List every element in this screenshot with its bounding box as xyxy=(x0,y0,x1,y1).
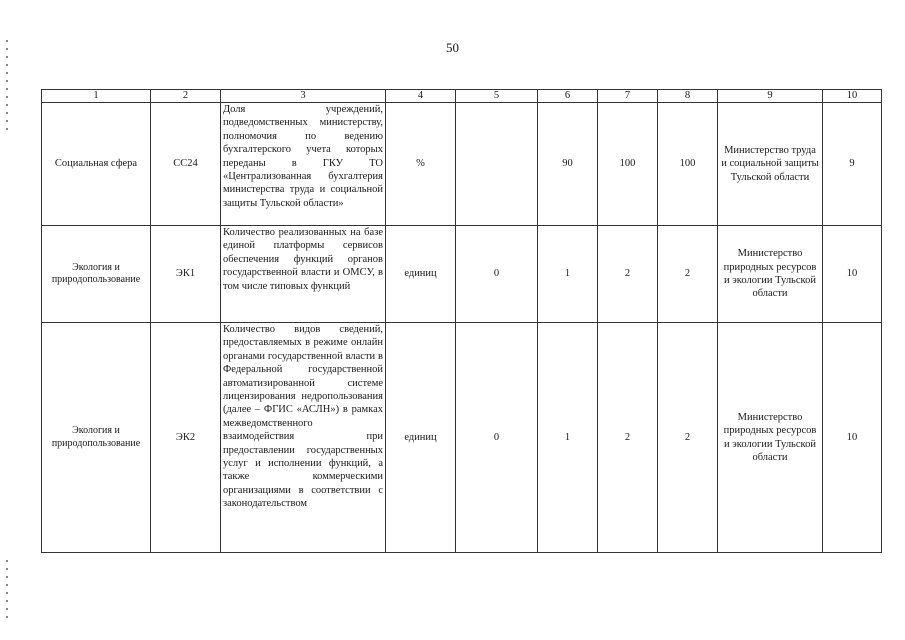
value-cell: 2 xyxy=(658,226,718,323)
table-header-row xyxy=(42,90,882,103)
sphere-cell: Экология и природопользование xyxy=(42,226,151,323)
code-cell: ЭК1 xyxy=(151,226,221,323)
responsible-cell: Министерство природных ресурсов и экологии Тульской области xyxy=(718,226,823,323)
sphere-cell: Социальная сфера xyxy=(42,103,151,226)
column-header: 8 xyxy=(658,90,718,103)
value-cell: 0 xyxy=(456,323,538,553)
column-header: 4 xyxy=(386,90,456,103)
column-header: 9 xyxy=(718,90,823,103)
code-cell: СС24 xyxy=(151,103,221,226)
unit-cell: % xyxy=(386,103,456,226)
column-header: 7 xyxy=(598,90,658,103)
table-row xyxy=(42,103,882,226)
value-cell: 90 xyxy=(538,103,598,226)
value-cell: 100 xyxy=(598,103,658,226)
code-cell: ЭК2 xyxy=(151,323,221,553)
value-cell: 2 xyxy=(658,323,718,553)
unit-cell: единиц xyxy=(386,323,456,553)
responsible-cell: Министерство природных ресурсов и экологии Тульской области xyxy=(718,323,823,553)
responsible-cell: Министерство труда и социальной защиты Тульской области xyxy=(718,103,823,226)
column-header: 1 xyxy=(42,90,151,103)
column-header: 10 xyxy=(823,90,882,103)
column-header: 5 xyxy=(456,90,538,103)
page-number: 50 xyxy=(446,40,459,55)
value-cell: 2 xyxy=(598,226,658,323)
value-cell: 10 xyxy=(823,323,882,553)
table-row xyxy=(42,323,882,553)
indicator-cell: Количество видов сведений, предоставляемых в режиме онлайн органами государственной власти в Федеральной государственной автоматизированной системе лицензирования недропользования (далее – ФГИС «АСЛН») в рамках межведомственного взаимодействия при предоставлении государственных услуг и исполнении функций, а также коммерческими организациями в соответствии с законодательством xyxy=(221,323,386,553)
scan-margin-mark xyxy=(6,560,8,620)
value-cell: 9 xyxy=(823,103,882,226)
value-cell: 100 xyxy=(658,103,718,226)
table-row xyxy=(42,226,882,323)
column-header: 2 xyxy=(151,90,221,103)
value-cell: 0 xyxy=(456,226,538,323)
indicators-table xyxy=(41,89,882,553)
unit-cell: единиц xyxy=(386,226,456,323)
value-cell: 1 xyxy=(538,226,598,323)
value-cell: 10 xyxy=(823,226,882,323)
value-cell: 1 xyxy=(538,323,598,553)
indicator-cell: Количество реализованных на базе единой платформы сервисов обеспечения функций органов государственной власти и ОМСУ, в том числе типовых функций xyxy=(221,226,386,323)
indicator-cell: Доля учреждений, подведомственных министерству, полномочия по ведению бухгалтерского учета которых переданы в ГКУ ТО «Централизованная бухгалтерия министерства труда и социальной защиты Тульской области» xyxy=(221,103,386,226)
column-header: 3 xyxy=(221,90,386,103)
value-cell xyxy=(456,103,538,226)
column-header: 6 xyxy=(538,90,598,103)
sphere-cell: Экология и природопользование xyxy=(42,323,151,553)
value-cell: 2 xyxy=(598,323,658,553)
